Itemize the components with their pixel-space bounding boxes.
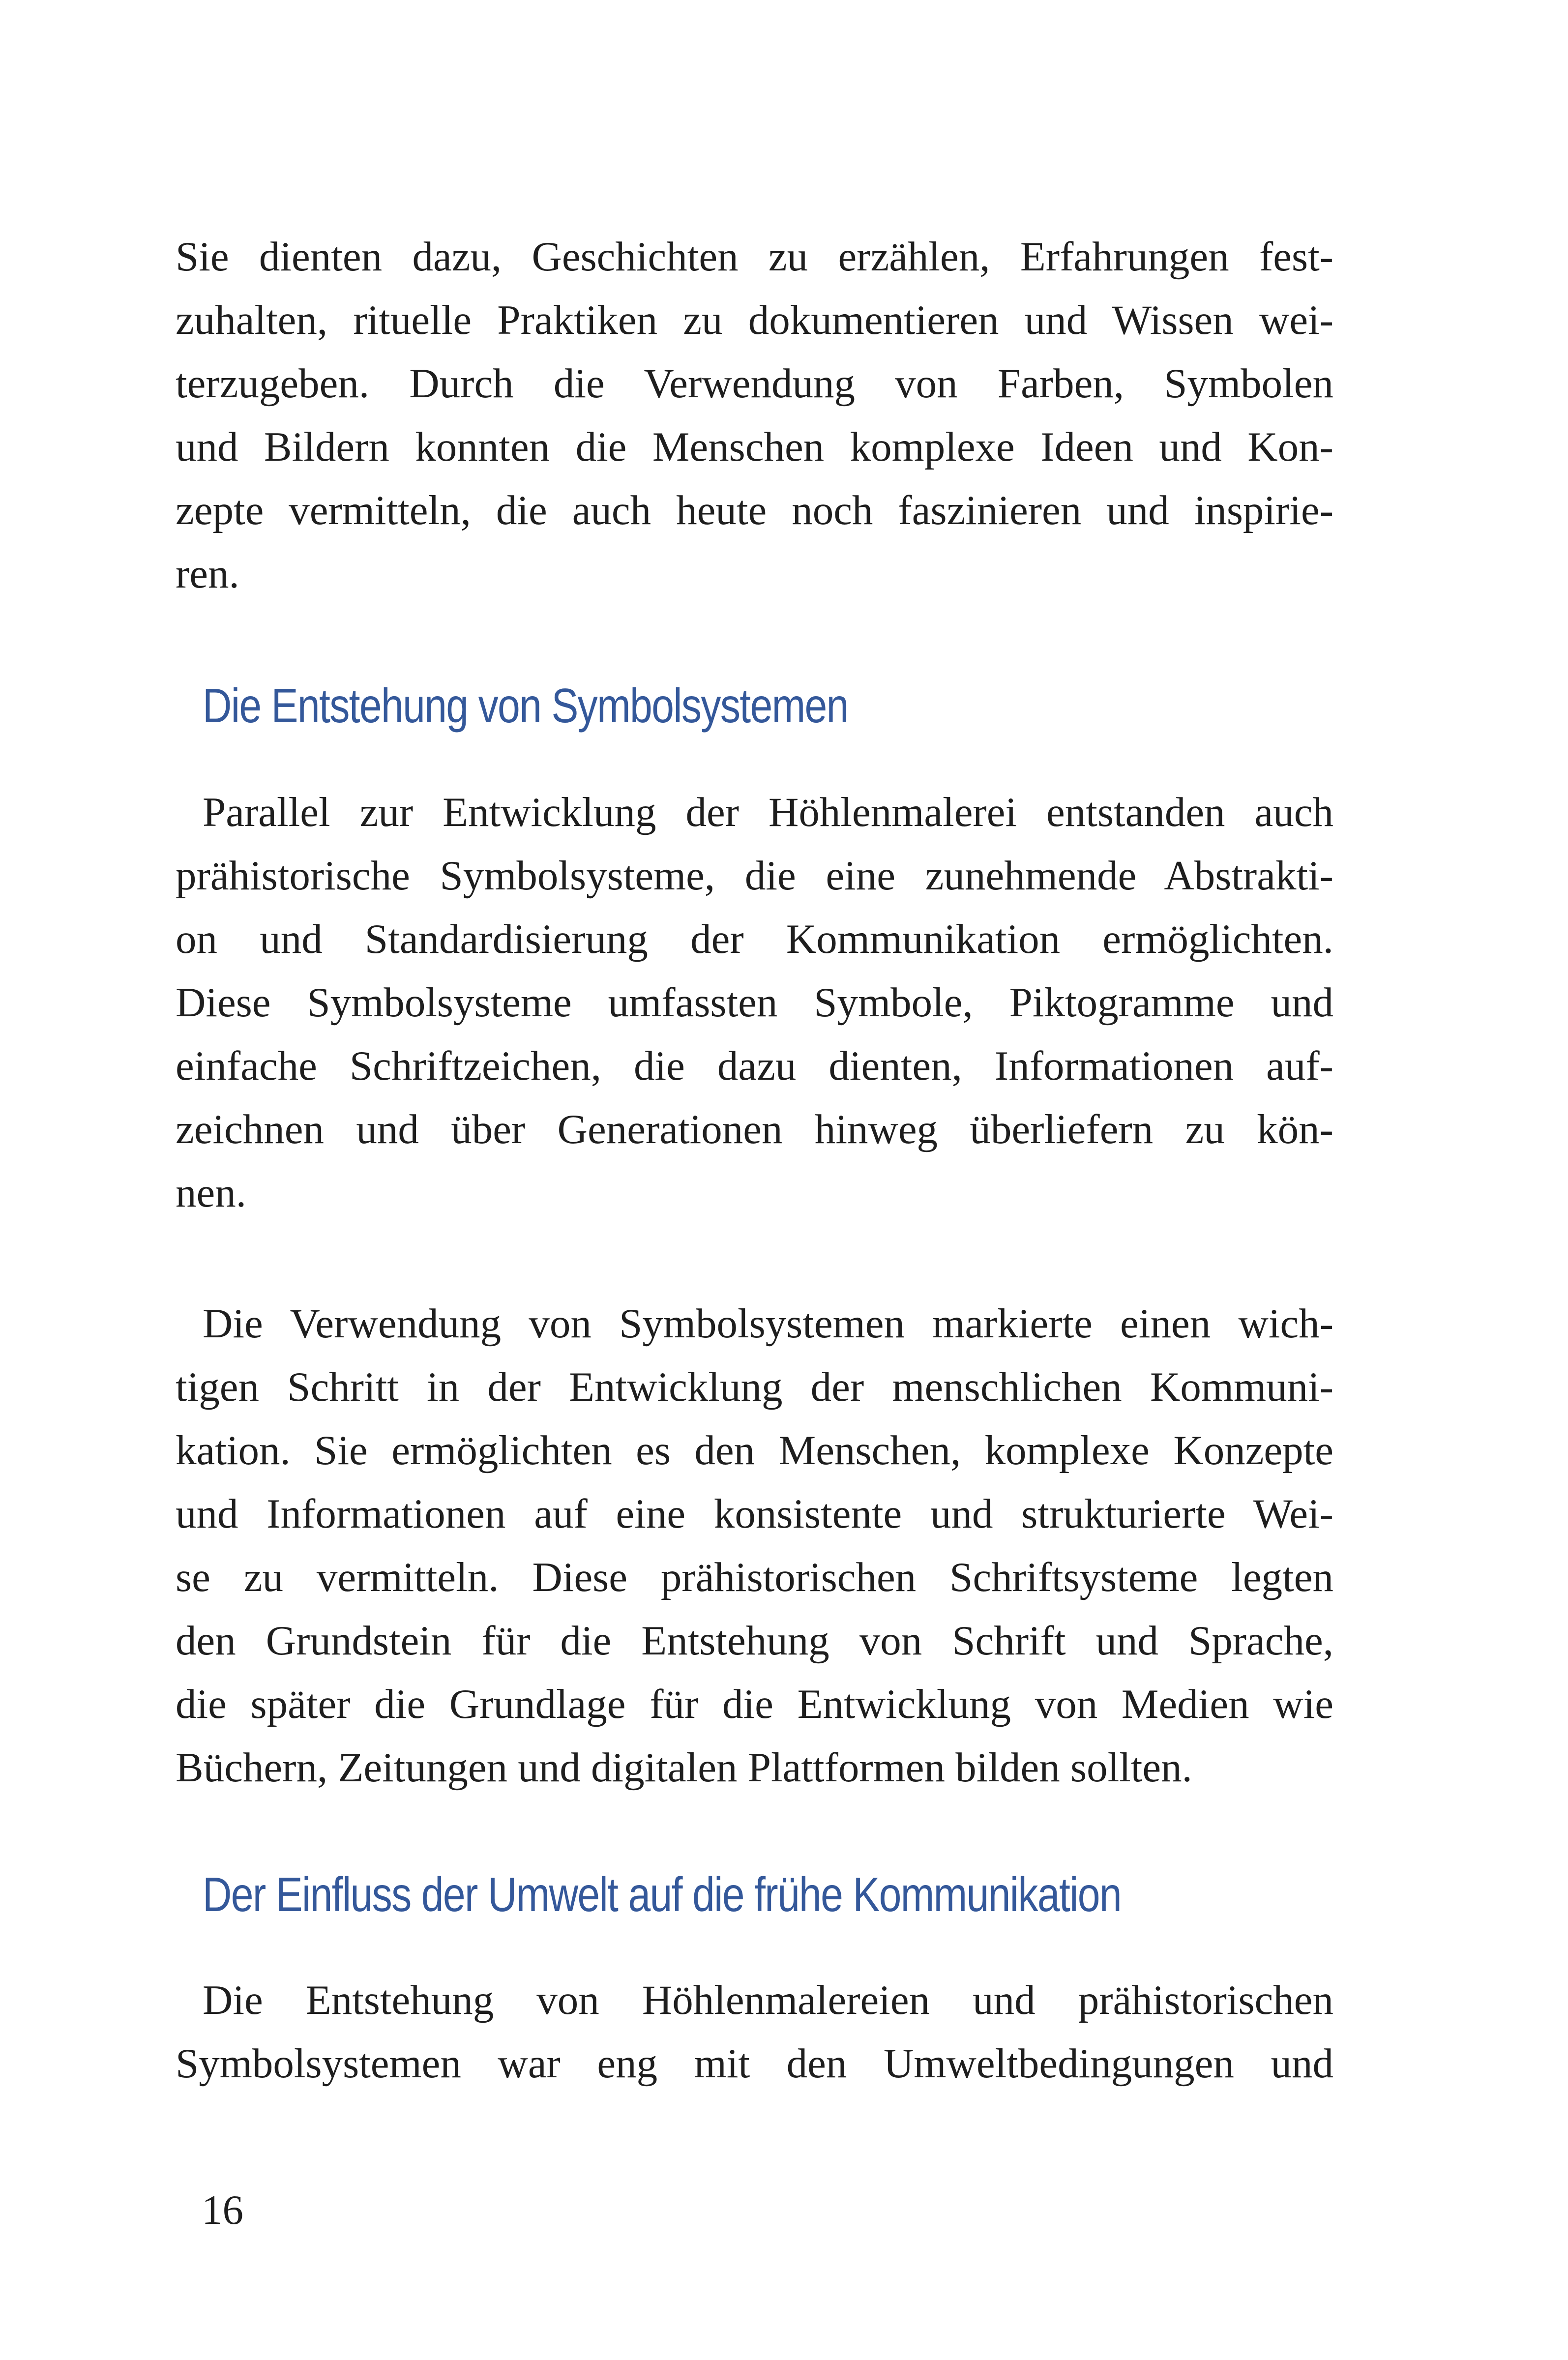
page-number: 16 bbox=[202, 2187, 243, 2233]
paragraph-1 bbox=[176, 225, 1333, 606]
paragraph-line: Sie dienten dazu, Geschichten zu erzählen, Erfahrungen fest- bbox=[176, 234, 1333, 280]
paragraph-line: nen. bbox=[176, 1170, 246, 1216]
paragraph-line: Die Entstehung von Höhlenmalereien und prähistorischen bbox=[203, 1977, 1333, 2023]
paragraph-line: tigen Schritt in der Entwicklung der menschlichen Kommuni- bbox=[176, 1364, 1333, 1410]
paragraph-line: Symbolsystemen war eng mit den Umweltbedingungen und bbox=[176, 2040, 1333, 2087]
paragraph-line: terzugeben. Durch die Verwendung von Farben, Symbolen bbox=[176, 360, 1333, 407]
paragraph-line: on und Standardisierung der Kommunikation ermöglichten. bbox=[176, 916, 1333, 962]
paragraph-line: Parallel zur Entwicklung der Höhlenmalerei entstanden auch bbox=[203, 789, 1333, 835]
section-heading-symbolsysteme: Die Entstehung von Symbolsystemen bbox=[203, 678, 848, 733]
paragraph-line: die später die Grundlage für die Entwicklung von Medien wie bbox=[176, 1681, 1333, 1727]
paragraph-line: se zu vermitteln. Diese prähistorischen Schriftsysteme legten bbox=[176, 1554, 1333, 1600]
paragraph-line: ren. bbox=[176, 551, 239, 597]
section-heading-umwelt: Der Einfluss der Umwelt auf die frühe Kommunikation bbox=[203, 1867, 1121, 1921]
paragraph-4 bbox=[176, 1969, 1333, 2095]
paragraph-line: prähistorische Symbolsysteme, die eine zunehmende Abstrakti- bbox=[176, 853, 1333, 899]
paragraph-line: und Informationen auf eine konsistente und strukturierte Wei- bbox=[176, 1491, 1333, 1537]
paragraph-line: und Bildern konnten die Menschen komplexe Ideen und Kon- bbox=[176, 424, 1333, 470]
paragraph-line: zepte vermitteln, die auch heute noch faszinieren und inspirie- bbox=[176, 487, 1333, 533]
paragraph-3 bbox=[176, 1292, 1333, 1800]
paragraph-line: Die Verwendung von Symbolsystemen markierte einen wich- bbox=[203, 1300, 1333, 1347]
paragraph-line: einfache Schriftzeichen, die dazu dienten, Informationen auf- bbox=[176, 1043, 1333, 1089]
paragraph-line: Büchern, Zeitungen und digitalen Plattformen bilden sollten. bbox=[176, 1744, 1192, 1791]
paragraph-line: kation. Sie ermöglichten es den Menschen, komplexe Konzepte bbox=[176, 1427, 1333, 1474]
paragraph-2 bbox=[176, 781, 1333, 1225]
paragraph-line: Diese Symbolsysteme umfassten Symbole, Piktogramme und bbox=[176, 979, 1333, 1026]
paragraph-line: zuhalten, rituelle Praktiken zu dokumentieren und Wissen wei- bbox=[176, 297, 1333, 343]
paragraph-line: den Grundstein für die Entstehung von Schrift und Sprache, bbox=[176, 1618, 1333, 1664]
paragraph-line: zeichnen und über Generationen hinweg überliefern zu kön- bbox=[176, 1106, 1333, 1152]
